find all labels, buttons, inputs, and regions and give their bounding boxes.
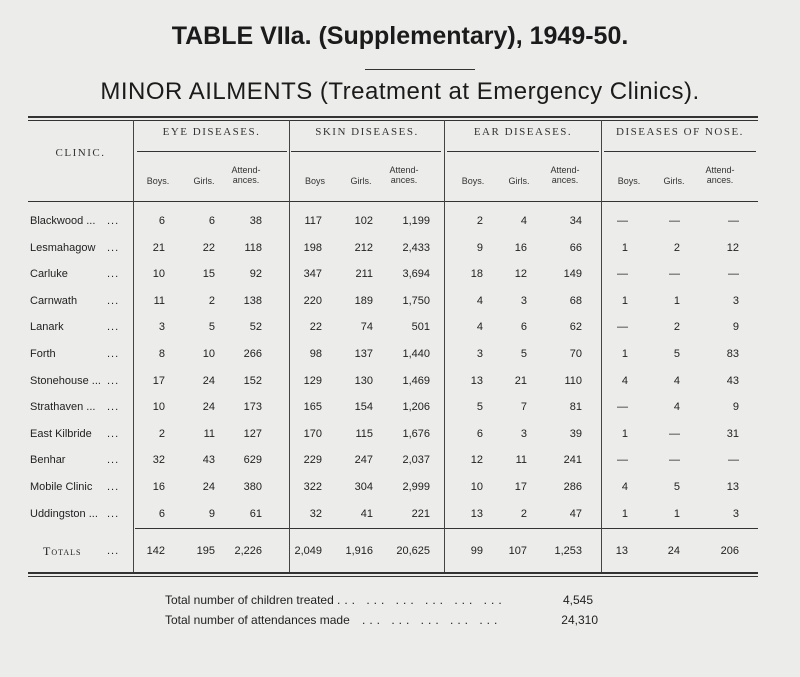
table-cell: 81 bbox=[569, 401, 582, 413]
table-cell: 10 bbox=[470, 481, 483, 493]
table-cell: 70 bbox=[569, 348, 582, 360]
row-leader: ... bbox=[107, 481, 120, 493]
table-cell: — bbox=[617, 321, 628, 333]
table-cell: 127 bbox=[243, 428, 262, 440]
table-cell: — bbox=[617, 454, 628, 466]
totals-cell: 99 bbox=[470, 545, 483, 557]
table-cell: 16 bbox=[152, 481, 165, 493]
table-cell: 198 bbox=[303, 242, 322, 254]
skin-attendances-header: Attend- ances. bbox=[389, 165, 419, 185]
table-cell: 3 bbox=[732, 295, 739, 307]
totals-cell: 13 bbox=[615, 545, 628, 557]
table-cell: 18 bbox=[470, 268, 483, 280]
table-cell: 304 bbox=[354, 481, 373, 493]
table-cell: 241 bbox=[563, 454, 582, 466]
table-cell: 2 bbox=[208, 295, 215, 307]
nose-group-header: DISEASES OF NOSE. bbox=[616, 126, 744, 138]
totals-cell: 206 bbox=[720, 545, 739, 557]
table-cell: 5 bbox=[673, 481, 680, 493]
clinic-name: Forth bbox=[30, 348, 56, 360]
table-cell: 74 bbox=[360, 321, 373, 333]
nose-attendances-header: Attend- ances. bbox=[705, 165, 735, 185]
table-cell: 247 bbox=[354, 454, 373, 466]
table-cell: 52 bbox=[249, 321, 262, 333]
totals-cell: 107 bbox=[508, 545, 527, 557]
table-cell: 3 bbox=[158, 321, 165, 333]
clinic-header: CLINIC. bbox=[55, 147, 106, 159]
table-cell: 137 bbox=[354, 348, 373, 360]
table-cell: 4 bbox=[621, 481, 628, 493]
table-cell: 32 bbox=[309, 508, 322, 520]
table-cell: 2 bbox=[673, 242, 680, 254]
skin-divider bbox=[444, 120, 445, 572]
table-cell: 347 bbox=[303, 268, 322, 280]
table-cell: 9 bbox=[732, 321, 739, 333]
table-cell: 6 bbox=[208, 215, 215, 227]
table-cell: 170 bbox=[303, 428, 322, 440]
table-cell: 47 bbox=[569, 508, 582, 520]
table-cell: 7 bbox=[520, 401, 527, 413]
row-leader: ... bbox=[107, 428, 120, 440]
table-cell: 149 bbox=[563, 268, 582, 280]
table-cell: 1 bbox=[621, 428, 628, 440]
table-cell: 286 bbox=[563, 481, 582, 493]
table-cell: 24 bbox=[202, 375, 215, 387]
table-cell: 41 bbox=[360, 508, 373, 520]
clinic-name: Carnwath bbox=[30, 295, 78, 307]
clinic-divider bbox=[133, 120, 134, 572]
row-leader: ... bbox=[107, 348, 120, 360]
table-cell: 32 bbox=[152, 454, 165, 466]
table-cell: 322 bbox=[303, 481, 322, 493]
table-cell: 83 bbox=[726, 348, 739, 360]
table-cell: 98 bbox=[309, 348, 322, 360]
table-bottom-rule-2 bbox=[28, 576, 758, 577]
nose-group-rule bbox=[604, 151, 756, 152]
title-rule bbox=[365, 69, 475, 70]
skin-group-rule bbox=[291, 151, 441, 152]
totals-label: Totals bbox=[43, 544, 82, 558]
table-cell: 5 bbox=[208, 321, 215, 333]
table-cell: 118 bbox=[244, 242, 262, 254]
table-cell: 15 bbox=[202, 268, 215, 280]
table-cell: 2 bbox=[520, 508, 527, 520]
table-cell: 5 bbox=[673, 348, 680, 360]
table-cell: 266 bbox=[243, 348, 262, 360]
table-cell: 138 bbox=[243, 295, 262, 307]
table-cell: 129 bbox=[303, 375, 322, 387]
table-cell: 21 bbox=[152, 242, 165, 254]
children-treated-value: 4,545 bbox=[562, 593, 593, 607]
table-cell: — bbox=[669, 428, 680, 440]
row-leader: ... bbox=[107, 321, 120, 333]
table-cell: 22 bbox=[202, 242, 215, 254]
table-cell: 3 bbox=[520, 428, 527, 440]
page-subtitle: MINOR AILMENTS (Treatment at Emergency Clinics). bbox=[100, 78, 700, 105]
table-cell: 24 bbox=[202, 401, 215, 413]
table-cell: — bbox=[728, 268, 739, 280]
table-cell: 3 bbox=[476, 348, 483, 360]
table-cell: 43 bbox=[202, 454, 215, 466]
table-cell: 92 bbox=[249, 268, 262, 280]
row-leader: ... bbox=[107, 454, 120, 466]
table-cell: 4 bbox=[621, 375, 628, 387]
table-cell: — bbox=[669, 268, 680, 280]
clinic-name: Lanark bbox=[30, 321, 64, 333]
table-cell: 22 bbox=[309, 321, 322, 333]
clinic-name: Blackwood ... bbox=[30, 215, 96, 227]
totals-cell: 142 bbox=[146, 545, 165, 557]
table-cell: 6 bbox=[520, 321, 527, 333]
clinic-name: East Kilbride bbox=[30, 428, 92, 440]
totals-cell: 2,049 bbox=[294, 545, 322, 557]
skin-girls-header: Girls. bbox=[350, 176, 372, 186]
table-cell: 3 bbox=[732, 508, 739, 520]
ear-attendances-header: Attend- ances. bbox=[550, 165, 580, 185]
table-cell: 5 bbox=[520, 348, 527, 360]
table-cell: 12 bbox=[726, 242, 739, 254]
table-cell: 68 bbox=[569, 295, 582, 307]
eye-boys-header: Boys. bbox=[146, 176, 170, 186]
nose-boys-header: Boys. bbox=[617, 176, 641, 186]
table-cell: 117 bbox=[304, 215, 322, 227]
eye-girls-header: Girls. bbox=[193, 176, 215, 186]
totals-cell: 2,226 bbox=[234, 545, 262, 557]
skin-group-header: SKIN DISEASES. bbox=[315, 126, 419, 138]
totals-cell: 1,916 bbox=[345, 545, 373, 557]
table-cell: 1,750 bbox=[402, 295, 430, 307]
totals-cell: 20,625 bbox=[396, 545, 430, 557]
row-leader: ... bbox=[107, 508, 120, 520]
table-cell: 173 bbox=[243, 401, 262, 413]
page-title: TABLE VIIa. (Supplementary), 1949-50. bbox=[171, 22, 629, 50]
clinic-name: Lesmahagow bbox=[30, 242, 96, 254]
table-cell: 2,433 bbox=[402, 242, 430, 254]
table-cell: 5 bbox=[476, 401, 483, 413]
attendances-made-leader: ... ... ... ... ... bbox=[362, 613, 502, 627]
table-cell: — bbox=[728, 454, 739, 466]
table-cell: 501 bbox=[411, 321, 430, 333]
children-treated-line bbox=[165, 593, 593, 607]
attendances-made-value: 24,310 bbox=[561, 613, 598, 627]
table-cell: — bbox=[669, 215, 680, 227]
table-cell: 2 bbox=[476, 215, 483, 227]
ear-girls-header: Girls. bbox=[508, 176, 530, 186]
eye-attendances-header: Attend- ances. bbox=[231, 165, 261, 185]
table-cell: 16 bbox=[514, 242, 527, 254]
children-treated-label: Total number of children treated bbox=[165, 593, 334, 607]
totals-cell: 195 bbox=[196, 545, 215, 557]
row-leader: ... bbox=[107, 401, 120, 413]
header-bottom-rule bbox=[28, 201, 758, 202]
table-cell: 1,440 bbox=[402, 348, 430, 360]
table-cell: 1,199 bbox=[402, 215, 430, 227]
table-cell: 189 bbox=[354, 295, 373, 307]
table-cell: 62 bbox=[569, 321, 582, 333]
table-cell: 8 bbox=[158, 348, 165, 360]
table-cell: 4 bbox=[520, 215, 527, 227]
table-cell: 10 bbox=[152, 401, 165, 413]
table-cell: 4 bbox=[673, 375, 680, 387]
attendances-made-label: Total number of attendances made bbox=[165, 613, 350, 627]
table-cell: 165 bbox=[303, 401, 322, 413]
clinic-name: Uddingston ... bbox=[30, 508, 98, 520]
table-cell: 4 bbox=[476, 295, 483, 307]
table-cell: 130 bbox=[354, 375, 373, 387]
table-cell: 229 bbox=[303, 454, 322, 466]
table-cell: 2,999 bbox=[402, 481, 430, 493]
table-cell: 13 bbox=[470, 508, 483, 520]
table-cell: 21 bbox=[514, 375, 527, 387]
table-cell: 4 bbox=[476, 321, 483, 333]
table-cell: 1 bbox=[621, 295, 628, 307]
totals-leader: ... bbox=[107, 545, 120, 557]
table-cell: 2,037 bbox=[402, 454, 430, 466]
table-cell: — bbox=[617, 215, 628, 227]
table-cell: 102 bbox=[354, 215, 373, 227]
totals-cell: 1,253 bbox=[554, 545, 582, 557]
table-cell: 1 bbox=[621, 508, 628, 520]
table-cell: 1,676 bbox=[402, 428, 430, 440]
table-cell: 220 bbox=[303, 295, 322, 307]
table-cell: 34 bbox=[569, 215, 582, 227]
table-cell: 66 bbox=[569, 242, 582, 254]
table-cell: 2 bbox=[673, 321, 680, 333]
table-cell: 39 bbox=[569, 428, 582, 440]
table-cell: 13 bbox=[726, 481, 739, 493]
table-cell: 9 bbox=[476, 242, 483, 254]
row-leader: ... bbox=[107, 242, 120, 254]
table-cell: 6 bbox=[158, 508, 165, 520]
table-cell: 1 bbox=[621, 242, 628, 254]
clinic-name: Mobile Clinic bbox=[30, 481, 93, 493]
skin-boys-header: Boys bbox=[304, 176, 325, 186]
table-cell: 6 bbox=[158, 215, 165, 227]
table-cell: 1 bbox=[673, 508, 680, 520]
table-cell: 629 bbox=[243, 454, 262, 466]
table-cell: — bbox=[617, 268, 628, 280]
table-cell: 115 bbox=[355, 428, 373, 440]
table-cell: 10 bbox=[152, 268, 165, 280]
row-leader: ... bbox=[107, 268, 120, 280]
eye-group-header: EYE DISEASES. bbox=[162, 126, 261, 138]
table-cell: 154 bbox=[354, 401, 373, 413]
table-cell: 61 bbox=[249, 508, 262, 520]
table-cell: 152 bbox=[243, 375, 262, 387]
table-cell: — bbox=[617, 401, 628, 413]
table-cell: 38 bbox=[249, 215, 262, 227]
table-cell: 9 bbox=[208, 508, 215, 520]
table-cell: 17 bbox=[514, 481, 527, 493]
table-cell: 3,694 bbox=[402, 268, 430, 280]
totals-cell: 24 bbox=[667, 545, 680, 557]
row-leader: ... bbox=[107, 215, 120, 227]
table-cell: 17 bbox=[152, 375, 165, 387]
table-cell: 31 bbox=[726, 428, 739, 440]
table-cell: — bbox=[669, 454, 680, 466]
row-leader: ... bbox=[107, 295, 120, 307]
table-cell: 24 bbox=[202, 481, 215, 493]
totals-rule bbox=[135, 528, 758, 529]
table-cell: 10 bbox=[202, 348, 215, 360]
table-cell: 12 bbox=[470, 454, 483, 466]
table-cell: 9 bbox=[732, 401, 739, 413]
table-cell: 221 bbox=[411, 508, 430, 520]
table-cell: 6 bbox=[476, 428, 483, 440]
attendances-made-line bbox=[165, 613, 598, 627]
children-treated-leader: ... ... ... ... ... ... bbox=[337, 593, 506, 607]
table-cell: 380 bbox=[243, 481, 262, 493]
table-cell: 13 bbox=[470, 375, 483, 387]
table-cell: 3 bbox=[520, 295, 527, 307]
clinic-name: Stonehouse ... bbox=[30, 375, 101, 387]
nose-girls-header: Girls. bbox=[663, 176, 685, 186]
ear-group-rule bbox=[447, 151, 599, 152]
clinic-name: Strathaven ... bbox=[30, 401, 96, 413]
table-cell: 11 bbox=[203, 428, 215, 440]
row-leader: ... bbox=[107, 375, 120, 387]
table-cell: 4 bbox=[673, 401, 680, 413]
table-cell: 211 bbox=[355, 268, 373, 280]
table-cell: 110 bbox=[564, 375, 582, 387]
table-cell: 11 bbox=[153, 295, 165, 307]
table-cell: 212 bbox=[354, 242, 373, 254]
ear-group-header: EAR DISEASES. bbox=[473, 126, 573, 138]
table-cell: 1,206 bbox=[402, 401, 430, 413]
table-cell: 43 bbox=[726, 375, 739, 387]
clinic-name: Carluke bbox=[30, 268, 68, 280]
table-cell: 11 bbox=[515, 454, 527, 466]
ear-boys-header: Boys. bbox=[461, 176, 485, 186]
table-cell: 2 bbox=[158, 428, 165, 440]
table-bottom-rule bbox=[28, 572, 758, 574]
clinic-name: Benhar bbox=[30, 454, 66, 466]
table-cell: 1 bbox=[673, 295, 680, 307]
ear-divider bbox=[601, 120, 602, 572]
table-top-rule bbox=[28, 116, 758, 118]
eye-divider bbox=[289, 120, 290, 572]
table-cell: — bbox=[728, 215, 739, 227]
table-cell: 12 bbox=[514, 268, 527, 280]
table-cell: 1 bbox=[621, 348, 628, 360]
eye-group-rule bbox=[137, 151, 287, 152]
table-top-rule-2 bbox=[28, 120, 758, 121]
table-cell: 1,469 bbox=[402, 375, 430, 387]
